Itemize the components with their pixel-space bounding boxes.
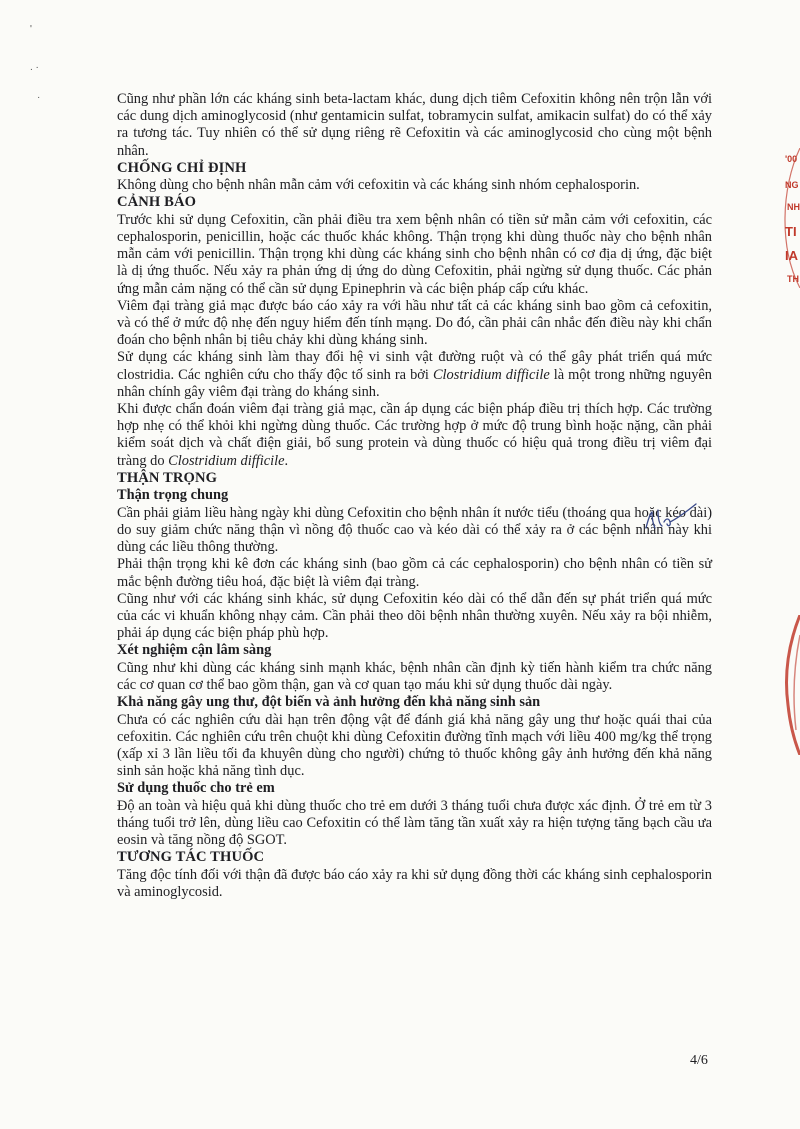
handwritten-initials bbox=[640, 500, 700, 540]
warnings-heading: CẢNH BÁO bbox=[117, 194, 197, 211]
svg-text:NH: NH bbox=[787, 202, 800, 212]
warnings-paragraph-4 bbox=[117, 401, 712, 470]
document-body bbox=[117, 91, 712, 901]
pediatric-use-paragraph: Độ an toàn và hiệu quả khi dùng thuốc cho trẻ em dưới 3 tháng tuổi chưa được xác định. Ở trẻ em từ 3 tháng tuổi trở lên, dùng liều cao Cefoxitin có thể làm tăng tần xuất xảy ra hiện tượng tăng bạch cầu ưa eosin và tăng nồng độ SGOT. bbox=[117, 797, 712, 849]
red-stamp-edge bbox=[778, 615, 800, 755]
pediatric-use-heading: Sử dụng thuốc cho trẻ em bbox=[117, 780, 275, 797]
species-name: Clostridium difficile bbox=[168, 452, 285, 469]
svg-text:IA: IA bbox=[785, 248, 798, 263]
text-segment: Sử dụng các kháng sinh làm thay đổi hệ vi sinh vật đường ruột và có thể gây phát triển quá mức clostridia. Các nghiên cứu cho thấy độc tố sinh ra bởi bbox=[117, 349, 712, 383]
text-segment: Khi được chẩn đoán viêm đại tràng giả mạc, cần áp dụng các biện pháp điều trị thích hợp. Các trường hợp nhẹ có thể khỏi khi ngừng dùng thuốc. Các trường hợp ở mức độ trung bình hoặc nặng, cần phải kiểm soát dịch và chất điện giải, bổ sung protein và dùng thuốc có hiệu quả trong điều trị viêm đại tràng do bbox=[117, 401, 712, 469]
general-precautions-paragraph-2: Phải thận trọng khi kê đơn các kháng sinh (bao gồm cả các cephalosporin) cho bệnh nhân có tiền sử mắc bệnh đường tiêu hoá, đặc biệt là viêm đại tràng. bbox=[117, 556, 712, 590]
text-segment: . bbox=[284, 452, 289, 469]
red-stamp-fragment bbox=[773, 148, 800, 288]
general-precautions-paragraph-3: Cũng như với các kháng sinh khác, sử dụng Cefoxitin kéo dài có thể dẫn đến sự phát triển quá mức của các vi khuẩn không nhạy cảm. Cần phải theo dõi bệnh nhân thường xuyên. Nếu xảy ra bội nhiễm, phải áp dụng các biện pháp phù hợp. bbox=[117, 590, 712, 642]
lab-tests-heading: Xét nghiệm cận lâm sàng bbox=[117, 642, 272, 659]
carcinogenicity-heading: Khả năng gây ung thư, đột biến và ảnh hưởng đến khả năng sinh sản bbox=[117, 694, 541, 711]
carcinogenicity-paragraph: Chưa có các nghiên cứu dài hạn trên động vật để đánh giá khả năng gây ung thư hoặc quái thai của cefoxitin. Các nghiên cứu trên chuột khi dùng Cefoxitin đường tĩnh mạch với liều 400 mg/kg thể trọng (xấp xỉ 3 lần liều tối đa khuyên dùng cho người) chứng tỏ thuốc không gây ảnh hưởng đến khả năng sinh sản hoặc khả năng tình dục. bbox=[117, 711, 712, 780]
general-precautions-paragraph-1: Cần phải giảm liều hàng ngày khi dùng Cefoxitin cho bệnh nhân ít nước tiểu (thoáng qua hoặc kéo dài) do suy giảm chức năng thận vì nồng độ thuốc cao và kéo dài có thể xảy ra ở các bệnh nhân này khi dùng các liều thông thường. bbox=[117, 504, 712, 556]
svg-text:TH: TH bbox=[787, 274, 799, 284]
species-name: Clostridium difficile bbox=[432, 366, 550, 383]
warnings-paragraph-1: Trước khi sử dụng Cefoxitin, cần phải điều tra xem bệnh nhân có tiền sử mẫn cảm với cefoxitin, các cephalosporin, penicillin, hoặc các thuốc khác không. Thận trọng khi dùng thuốc này cho bệnh nhân mẫn cảm với penicillin. Thận trọng khi dùng các kháng sinh cho bệnh nhân có cơ địa dị ứng, đặc biệt là dị ứng thuốc. Nếu xảy ra phản ứng dị ứng do dùng Cefoxitin, phải ngừng sử dụng thuốc. Các phản ứng mẫn cảm nặng có thể cần sử dụng Epinephrin và các biện pháp cấp cứu khác. bbox=[117, 211, 712, 297]
text-segment: là một trong những nguyên nhân chính gây viêm đại tràng do kháng sinh. bbox=[117, 366, 712, 400]
intro-paragraph: Cũng như phần lớn các kháng sinh beta-lactam khác, dung dịch tiêm Cefoxitin không nên trộn lẫn với các dung dịch aminoglycosid (như gentamicin sulfat, tobramycin sulfat, amikacin sulfat) do có thể xảy ra tương tác. Tuy nhiên có thể sử dụng riêng rẽ Cefoxitin và các aminoglycosid cho cùng một bệnh nhân. bbox=[117, 91, 712, 159]
svg-text:'00: '00 bbox=[785, 154, 798, 164]
svg-text:TI: TI bbox=[785, 224, 797, 239]
general-precautions-heading: Thận trọng chung bbox=[117, 487, 229, 504]
scan-mark: ' bbox=[30, 24, 32, 35]
precautions-heading: THẬN TRỌNG bbox=[117, 469, 218, 486]
contraindications-heading: CHỐNG CHỈ ĐỊNH bbox=[117, 159, 247, 176]
interactions-paragraph: Tăng độc tính đối với thận đã được báo cáo xảy ra khi sử dụng đồng thời các kháng sinh cephalosporin và aminoglycosid. bbox=[117, 866, 712, 900]
scan-mark: . · bbox=[30, 62, 39, 73]
scan-mark: · bbox=[37, 92, 41, 103]
svg-text:NG: NG bbox=[785, 180, 799, 190]
contraindications-text: Không dùng cho bệnh nhân mẫn cảm với cefoxitin và các kháng sinh nhóm cephalosporin. bbox=[117, 177, 640, 194]
interactions-heading: TƯƠNG TÁC THUỐC bbox=[117, 849, 265, 866]
warnings-paragraph-2: Viêm đại tràng giả mạc được báo cáo xảy ra với hầu như tất cả các kháng sinh bao gồm cả cefoxitin, và có thể ở mức độ nhẹ đến nguy hiểm đến tính mạng. Do đó, cần phải cân nhắc đến điều này khi chẩn đoán cho bệnh nhân bị tiêu chảy khi dùng kháng sinh. bbox=[117, 297, 712, 349]
warnings-paragraph-3 bbox=[117, 349, 712, 401]
page-number: 4/6 bbox=[690, 1053, 708, 1068]
lab-tests-paragraph: Cũng như khi dùng các kháng sinh mạnh khác, bệnh nhân cần định kỳ tiến hành kiểm tra chức năng các cơ quan cơ thể bao gồm thận, gan và cơ quan tạo máu khi sử dụng thuốc dài ngày. bbox=[117, 659, 712, 693]
